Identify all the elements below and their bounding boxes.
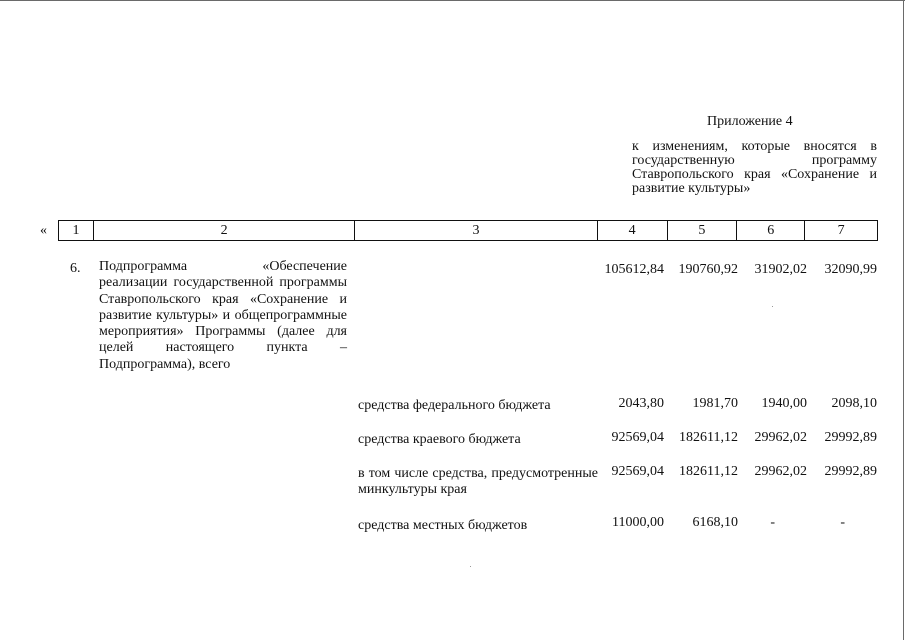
local-col-7: - [840,515,845,530]
appendix-title: Приложение 4 [707,114,793,129]
top-border-line [0,0,905,1]
ministry-col-7: 29992,89 [824,464,877,479]
regional-col-4: 92569,04 [611,430,664,445]
right-border-line [903,0,904,640]
total-col-7: 32090,99 [824,262,877,277]
regional-col-5: 182611,12 [679,430,738,445]
header-cell-5: 5 [668,221,738,240]
header-cell-1: 1 [59,221,94,240]
local-col-6: - [770,515,775,530]
ministry-col-4: 92569,04 [611,464,664,479]
federal-col-5: 1981,70 [692,396,738,411]
source-local-label: средства местных бюджетов [358,518,528,533]
opening-quote: « [40,223,47,238]
item-description: Подпрограмма «Обеспечение реализации государственной программы Ставропольского края «Сохранение и развитие культуры» и общепрограммные мероприятия» Программы (далее для целей настоящего пункта – Подпрограмма), всего [99,259,347,372]
appendix-note: к изменениям, которые вносятся в государственную программу Ставропольского края «Сохранение и развитие культуры» [632,139,877,196]
ministry-col-6: 29962,02 [754,464,807,479]
header-cell-6: 6 [737,221,805,240]
source-regional-label: средства краевого бюджета [358,432,521,447]
item-number: 6. [70,261,81,276]
source-ministry-label: в том числе средства, предусмотренные минкультуры края [358,466,598,497]
header-cell-2: 2 [94,221,355,240]
scan-speck [470,566,471,567]
federal-col-7: 2098,10 [831,396,877,411]
total-col-4: 105612,84 [604,262,664,277]
total-col-5: 190760,92 [678,262,738,277]
table-header-row [58,220,878,241]
scan-speck [772,306,773,307]
header-cell-3: 3 [355,221,597,240]
header-cell-7: 7 [837,223,845,238]
header-cell-4: 4 [598,221,668,240]
local-col-5: 6168,10 [692,515,738,530]
federal-col-4: 2043,80 [618,396,664,411]
total-col-6: 31902,02 [754,262,807,277]
regional-col-7: 29992,89 [824,430,877,445]
federal-col-6: 1940,00 [761,396,807,411]
regional-col-6: 29962,02 [754,430,807,445]
source-federal-label: средства федерального бюджета [358,398,551,413]
local-col-4: 11000,00 [612,515,664,530]
ministry-col-5: 182611,12 [679,464,738,479]
